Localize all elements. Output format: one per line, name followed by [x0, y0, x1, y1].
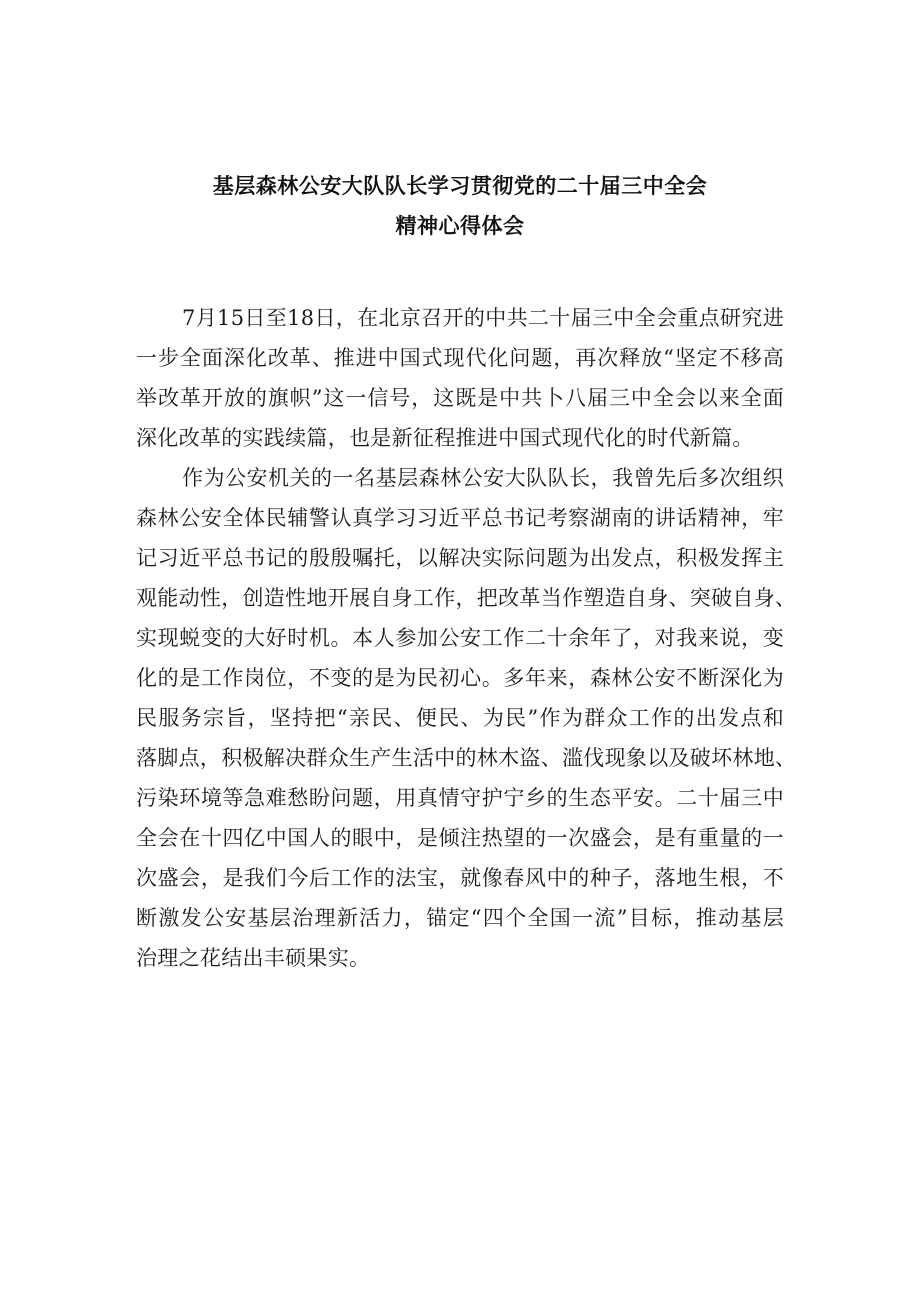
title-line-1: 基层森林公安大队队长学习贯彻党的二十届三中全会 [212, 174, 708, 198]
paragraph-line: 治理之花结出丰硕果实。 [136, 946, 371, 970]
paragraph-line: 次盛会，是我们今后工作的法宝，就像春风中的种子，落地生根，不 [136, 866, 784, 890]
paragraph-line: 污染环境等急难愁盼问题，用真情守护宁乡的生态平安。二十届三中 [136, 786, 784, 810]
paragraph-line: 森林公安全体民辅警认真学习习近平总书记考察湖南的讲话精神，牢 [136, 506, 784, 530]
paragraph-line: 深化改革的实践续篇，也是新征程推进中国式现代化的时代新篇。 [136, 426, 754, 450]
paragraph-2 [136, 458, 797, 978]
paragraph-line: 记习近平总书记的殷殷嘱托，以解决实际问题为出发点，积极发挥主 [136, 546, 784, 570]
title-line-2: 精神心得体会 [395, 214, 525, 238]
paragraph-line: 全会在十四亿中国人的眼中，是倾注热望的一次盛会，是有重量的一 [136, 826, 784, 850]
document-body [136, 298, 797, 978]
document-title [0, 166, 920, 246]
paragraph-line: 实现蜕变的大好时机。本人参加公安工作二十余年了，对我来说，变 [136, 626, 784, 650]
paragraph-line: 观能动性，创造性地开展自身工作，把改革当作塑造自身、突破自身、 [136, 586, 797, 610]
paragraph-line: 作为公安机关的一名基层森林公安大队队长，我曾先后多次组织 [182, 466, 784, 490]
paragraph-line: 落脚点，积极解决群众生产生活中的林木盗、滥伐现象以及破坏林地、 [136, 746, 797, 770]
paragraph-line: 7月15日至18日，在北京召开的中共二十届三中全会重点研究进 [182, 306, 784, 330]
paragraph-line: 化的是工作岗位，不变的是为民初心。多年来，森林公安不断深化为 [136, 666, 784, 690]
paragraph-line: 民服务宗旨，坚持把“亲民、便民、为民”作为群众工作的出发点和 [136, 706, 784, 730]
paragraph-line: 断激发公安基层治理新活力，锚定“四个全国一流”目标，推动基层 [136, 906, 784, 930]
paragraph-line: 一步全面深化改革、推进中国式现代化问题，再次释放“坚定不移高 [136, 346, 784, 370]
paragraph-1 [136, 298, 784, 458]
paragraph-line: 举改革开放的旗帜”这一信号，这既是中共卜八届三中全会以来全面 [136, 386, 784, 410]
